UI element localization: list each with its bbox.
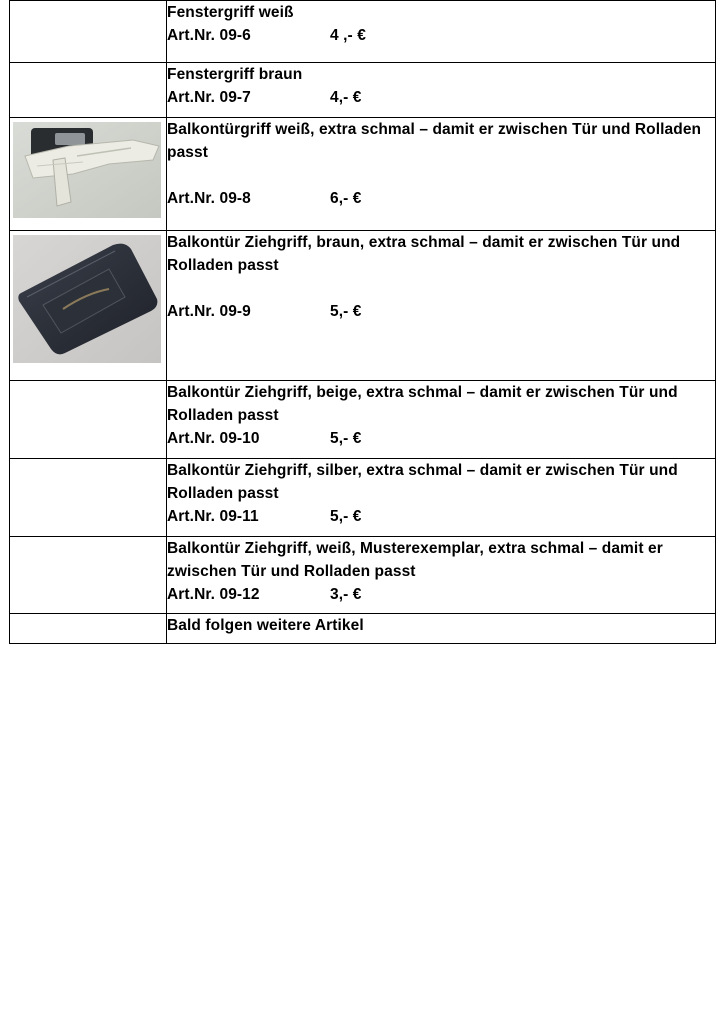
price: 5,- €	[330, 303, 362, 320]
image-cell-empty	[10, 63, 167, 118]
table-row	[10, 537, 716, 614]
article-number: Art.Nr. 09-11	[167, 508, 259, 525]
product-title: Balkontür Ziehgriff, silber, extra schmal – damit er zwischen Tür und Rolladen passt	[167, 462, 678, 502]
article-number: Art.Nr. 09-12	[167, 586, 260, 603]
image-cell-empty	[10, 614, 167, 644]
article-number: Art.Nr. 09-6	[167, 27, 251, 44]
table-row	[10, 381, 716, 459]
image-cell-empty	[10, 537, 167, 614]
table-row	[10, 459, 716, 537]
price: 3,- €	[330, 586, 362, 603]
product-title: Balkontür Ziehgriff, weiß, Musterexemplar, extra schmal – damit er zwischen Tür und Rolladen passt	[167, 540, 663, 580]
product-title: Balkontür Ziehgriff, beige, extra schmal – damit er zwischen Tür und Rolladen passt	[167, 384, 678, 424]
table-row	[10, 231, 716, 381]
price: 5,- €	[330, 508, 362, 525]
image-cell-empty	[10, 1, 167, 63]
product-title: Fenstergriff braun	[167, 66, 303, 83]
image-cell-empty	[10, 459, 167, 537]
article-number: Art.Nr. 09-10	[167, 430, 260, 447]
price: 6,- €	[330, 190, 362, 207]
article-number: Art.Nr. 09-8	[167, 190, 251, 207]
product-title: Balkontür Ziehgriff, braun, extra schmal – damit er zwischen Tür und Rolladen passt	[167, 234, 681, 274]
product-description	[167, 231, 716, 381]
brown-pull-handle-photo	[13, 235, 161, 363]
table-row	[10, 614, 716, 644]
product-description	[167, 381, 716, 459]
table-row	[10, 118, 716, 231]
article-number: Art.Nr. 09-9	[167, 303, 251, 320]
image-cell	[10, 231, 167, 381]
product-title: Balkontürgriff weiß, extra schmal – damit er zwischen Tür und Rolladen passt	[167, 121, 702, 161]
price: 4,- €	[330, 89, 362, 106]
product-description	[167, 63, 716, 118]
product-description	[167, 118, 716, 231]
article-number: Art.Nr. 09-7	[167, 89, 251, 106]
product-description	[167, 1, 716, 63]
price: 4 ,- €	[330, 27, 366, 44]
product-title: Fenstergriff weiß	[167, 4, 294, 21]
image-cell-empty	[10, 381, 167, 459]
table-row	[10, 63, 716, 118]
image-cell	[10, 118, 167, 231]
footer-note: Bald folgen weitere Artikel	[167, 617, 364, 634]
white-door-handle-photo	[13, 122, 161, 218]
product-description	[167, 614, 716, 644]
product-description	[167, 537, 716, 614]
table-row	[10, 1, 716, 63]
price: 5,- €	[330, 430, 362, 447]
product-description	[167, 459, 716, 537]
product-table	[9, 0, 716, 644]
